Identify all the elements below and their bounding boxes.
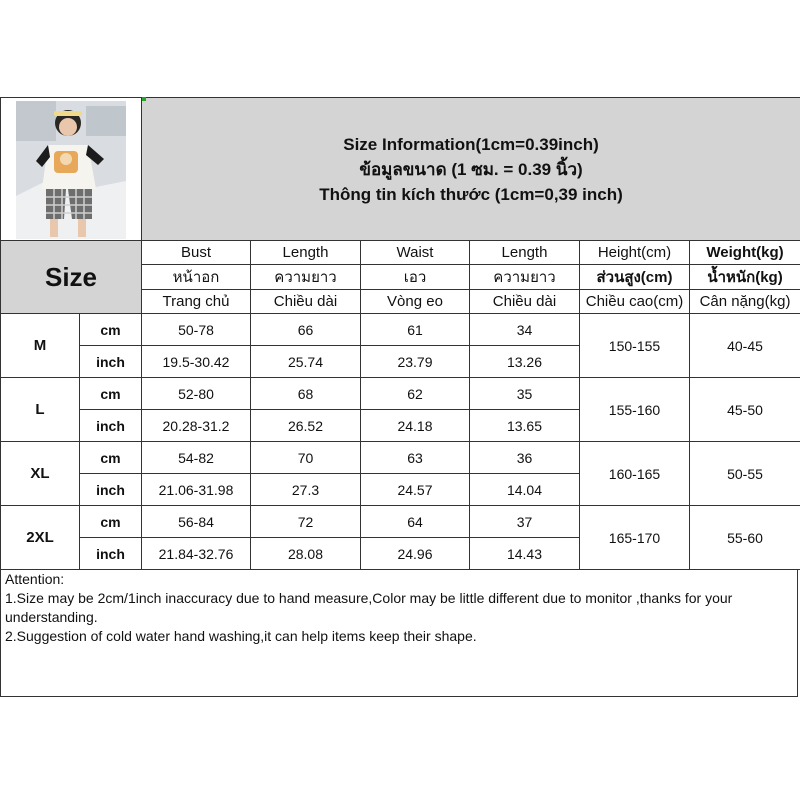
- unit-cm: cm: [80, 314, 142, 346]
- size-cell: M: [1, 314, 80, 378]
- attention-line-2: 2.Suggestion of cold water hand washing,it can help items keep their shape.: [5, 628, 477, 644]
- table-cell: 66: [251, 314, 361, 346]
- table-cell: 54-82: [142, 442, 251, 474]
- attention-line-1: 1.Size may be 2cm/1inch inaccuracy due to hand measure,Color may be little different due to monitor ,thanks for your understanding.: [5, 590, 733, 625]
- table-cell: 24.96: [361, 538, 470, 570]
- col-header-length2-vi: Chiều dài: [470, 290, 580, 314]
- product-photo-cell: [1, 98, 142, 241]
- title-vietnamese: Thông tin kích thước (1cm=0,39 inch): [319, 184, 623, 204]
- table-cell: 70: [251, 442, 361, 474]
- table-cell: 21.84-32.76: [142, 538, 251, 570]
- table-cell: 61: [361, 314, 470, 346]
- size-chart: [0, 97, 800, 697]
- size-label: Size: [44, 261, 98, 292]
- table-cell: 50-78: [142, 314, 251, 346]
- table-cell: 25.74: [251, 346, 361, 378]
- size-table: [0, 97, 800, 570]
- size-cell: 2XL: [1, 506, 80, 570]
- table-cell: 34: [470, 314, 580, 346]
- weight-cell: 45-50: [690, 378, 800, 442]
- table-cell: 19.5-30.42: [142, 346, 251, 378]
- table-cell: 14.43: [470, 538, 580, 570]
- table-cell: 62: [361, 378, 470, 410]
- table-cell: 24.57: [361, 474, 470, 506]
- attention-note: [0, 570, 798, 697]
- col-header-weight-en: Weight(kg): [690, 241, 800, 265]
- height-cell: 155-160: [580, 378, 690, 442]
- title-thai: ข้อมูลขนาด (1 ซม. = 0.39 นิ้ว): [359, 159, 583, 179]
- table-cell: 23.79: [361, 346, 470, 378]
- col-header-waist-vi: Vòng eo: [361, 290, 470, 314]
- col-header-height-vi: Chiều cao(cm): [580, 290, 690, 314]
- table-cell: 72: [251, 506, 361, 538]
- col-header-height-en: Height(cm): [580, 241, 690, 265]
- weight-cell: 55-60: [690, 506, 800, 570]
- table-cell: 20.28-31.2: [142, 410, 251, 442]
- col-header-height-th: ส่วนสูง(cm): [580, 265, 690, 290]
- col-header-waist-th: เอว: [361, 265, 470, 290]
- weight-cell: 50-55: [690, 442, 800, 506]
- unit-inch: inch: [80, 474, 142, 506]
- unit-inch: inch: [80, 538, 142, 570]
- col-header-length2-th: ความยาว: [470, 265, 580, 290]
- unit-cm: cm: [80, 506, 142, 538]
- weight-cell: 40-45: [690, 314, 800, 378]
- table-cell: 24.18: [361, 410, 470, 442]
- table-cell: 13.26: [470, 346, 580, 378]
- col-header-weight-th: น้ำหนัก(kg): [690, 265, 800, 290]
- size-information-header: [142, 98, 800, 241]
- col-header-length-vi: Chiều dài: [251, 290, 361, 314]
- unit-inch: inch: [80, 346, 142, 378]
- table-cell: 63: [361, 442, 470, 474]
- unit-cm: cm: [80, 442, 142, 474]
- attention-title: Attention:: [5, 571, 65, 587]
- table-cell: 28.08: [251, 538, 361, 570]
- col-header-length-en: Length: [251, 241, 361, 265]
- title-english: Size Information(1cm=0.39inch): [343, 134, 599, 154]
- col-header-weight-vi: Cân nặng(kg): [690, 290, 800, 314]
- table-cell: 56-84: [142, 506, 251, 538]
- size-cell: L: [1, 378, 80, 442]
- unit-inch: inch: [80, 410, 142, 442]
- table-cell: 26.52: [251, 410, 361, 442]
- table-cell: 14.04: [470, 474, 580, 506]
- col-header-length-th: ความยาว: [251, 265, 361, 290]
- size-column-header: [1, 241, 142, 314]
- col-header-waist-en: Waist: [361, 241, 470, 265]
- col-header-length2-en: Length: [470, 241, 580, 265]
- height-cell: 165-170: [580, 506, 690, 570]
- table-cell: 52-80: [142, 378, 251, 410]
- table-cell: 36: [470, 442, 580, 474]
- col-header-bust-en: Bust: [142, 241, 251, 265]
- product-photo: [16, 101, 126, 239]
- table-cell: 27.3: [251, 474, 361, 506]
- size-cell: XL: [1, 442, 80, 506]
- table-cell: 21.06-31.98: [142, 474, 251, 506]
- corner-marker: [142, 97, 146, 101]
- table-cell: 37: [470, 506, 580, 538]
- height-cell: 150-155: [580, 314, 690, 378]
- col-header-bust-vi: Trang chủ: [142, 290, 251, 314]
- unit-cm: cm: [80, 378, 142, 410]
- height-cell: 160-165: [580, 442, 690, 506]
- col-header-bust-th: หน้าอก: [142, 265, 251, 290]
- table-cell: 64: [361, 506, 470, 538]
- table-cell: 13.65: [470, 410, 580, 442]
- table-cell: 68: [251, 378, 361, 410]
- table-cell: 35: [470, 378, 580, 410]
